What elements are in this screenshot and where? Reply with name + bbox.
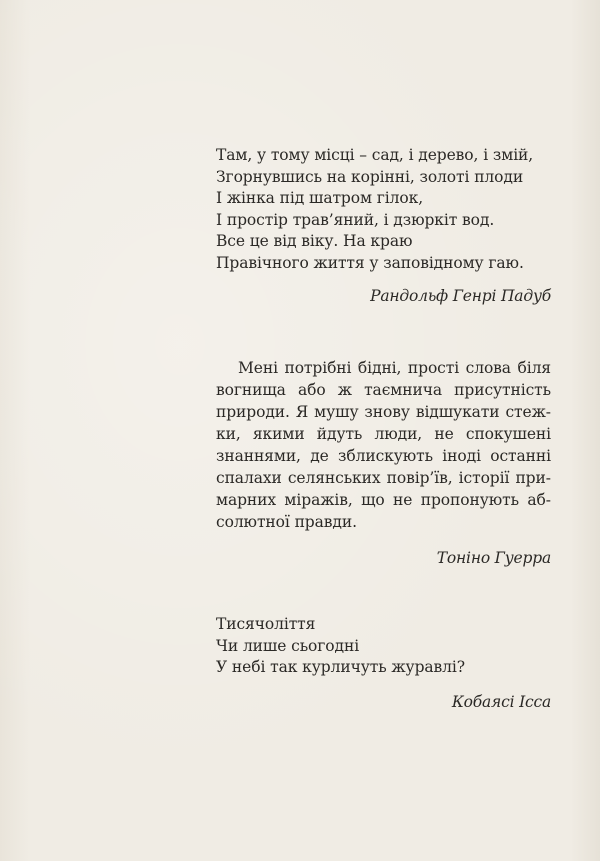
verse-line: Правічного життя у заповідному гаю. [216,253,524,272]
epigraph-issa [216,614,551,711]
verse-line: Чи лише сьогодні [216,636,360,655]
author-attribution: Кобаясі Ісса [451,692,551,711]
verse-block [216,145,551,274]
verse-line: І жінка під шатром гілок, [216,189,424,207]
verse-line: Згорнувшись на корінні, золоті плоди [216,167,524,186]
prose-quote: Мені потрібні бідні, прості слова біля вогнища або ж таємнича присутність природи. Я мушу знову відшукати стежки, якими йдуть люди, не спокушені знаннями, де зблискують іноді останні спалахи селянських повір’їв, історії примарних міражів, що не пропонують абсолютної правди. [216,359,551,531]
verse-line: І простір трав’яний, і дзюркіт вод. [216,210,495,229]
author-attribution: Рандольф Генрі Падуб [370,287,551,305]
verse-line: Тисячоліття [216,615,316,633]
verse-line: У небі так курличуть журавлі? [216,658,465,676]
epigraph-padub [216,145,551,305]
author-attribution: Тоніно Гуерра [436,549,551,567]
verse-line: Там, у тому місці – сад, і дерево, і змій, [216,146,534,164]
verse-line: Все це від віку. На краю [216,232,413,250]
verse-block [216,614,551,679]
epigraph-guerra [216,357,551,567]
